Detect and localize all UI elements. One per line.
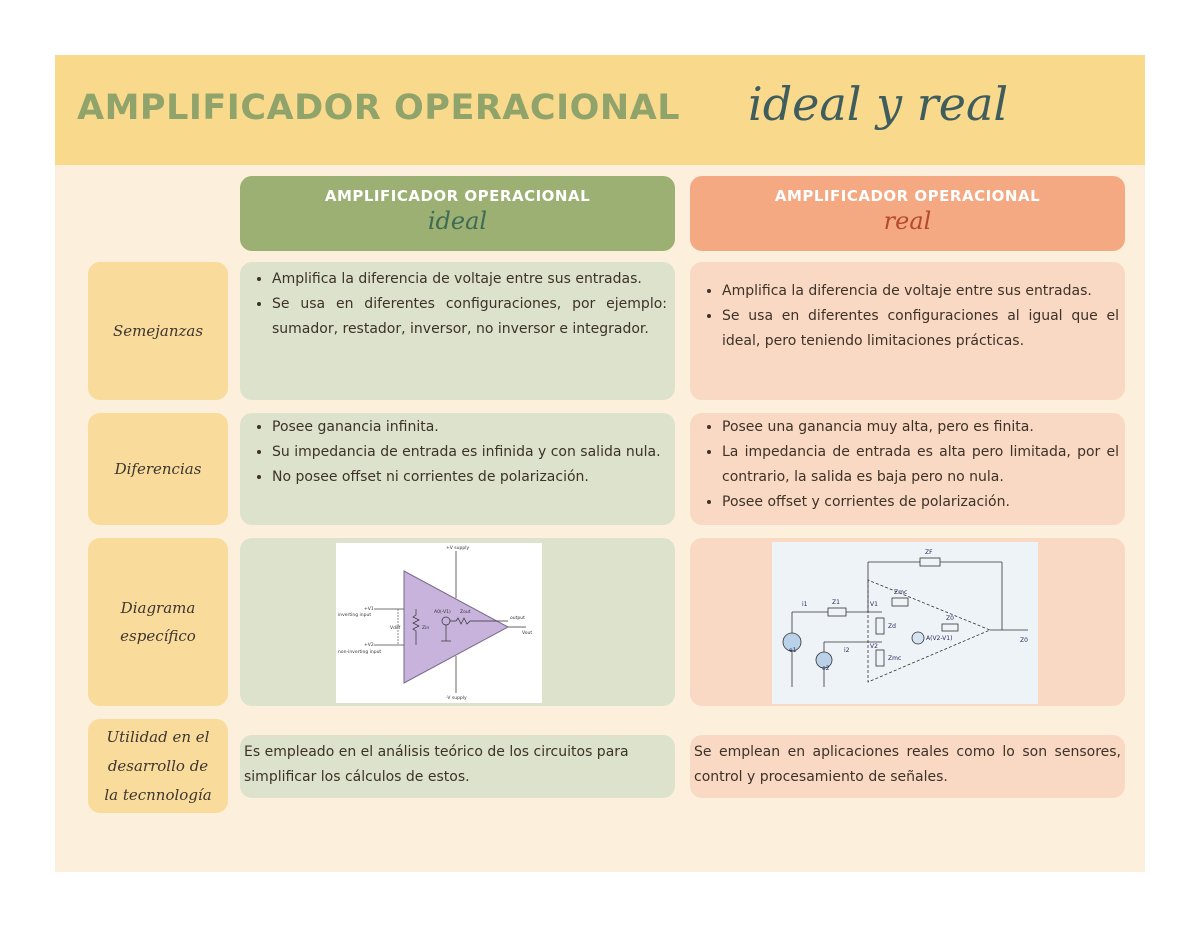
label-i1: i1 xyxy=(802,601,808,608)
infographic-sheet xyxy=(55,55,1145,872)
row-label-utilidad xyxy=(88,719,228,813)
cell-diagrama-real xyxy=(690,538,1125,706)
real-opamp-diagram xyxy=(772,542,1038,704)
list-item: • Posee una ganancia muy alta, pero es finita. xyxy=(722,415,1119,440)
label-vdiff: Vdiff xyxy=(390,626,401,631)
column-header-ideal-top: AMPLIFICADOR OPERACIONAL xyxy=(324,186,591,205)
row-label-utilidad-line1: Utilidad en el xyxy=(106,727,210,746)
row-label-utilidad-line3: la tecnnología xyxy=(104,785,212,804)
column-header-real-top: AMPLIFICADOR OPERACIONAL xyxy=(774,186,1041,205)
label-noninverting: non-inverting input xyxy=(338,650,382,655)
page-subtitle: ideal y real xyxy=(748,77,1009,131)
cell-diferencias-ideal xyxy=(240,413,675,525)
label-v2: +V2 xyxy=(364,643,374,648)
row-label-utilidad-line2: desarrollo de xyxy=(107,756,209,775)
list-item: • Su impedancia de entrada es infinida y con salida nula. xyxy=(272,440,667,465)
column-header-real-bottom: real xyxy=(883,206,932,235)
column-header-real xyxy=(690,176,1125,251)
list-item: • Se usa en diferentes configuraciones, por ejemplo: sumador, restador, inversor, no inversor e integrador. xyxy=(272,292,667,342)
label-z1: Z1 xyxy=(832,599,840,606)
list-item: • Posee offset y corrientes de polarización. xyxy=(722,490,1119,515)
label-zmc-1: Zmc xyxy=(894,589,908,596)
list-item: • No posee offset ni corrientes de polarización. xyxy=(272,465,667,490)
cell-semejanzas-ideal xyxy=(240,262,675,400)
ideal-opamp-diagram xyxy=(336,543,542,703)
row-label-semejanzas-text: Semejanzas xyxy=(112,322,204,340)
list-item: • La impedancia de entrada es alta pero limitada, por el contrario, la salida es baja pero no nula. xyxy=(722,440,1119,490)
label-gain-real: A(V2-V1) xyxy=(926,635,953,642)
row-label-diagrama-line2: específico xyxy=(120,627,196,645)
cell-semejanzas-real xyxy=(690,262,1125,400)
label-vplus: +V supply xyxy=(446,546,470,551)
label-gain: A0(-V1) xyxy=(434,610,451,615)
label-zd: Zd xyxy=(888,623,896,630)
label-i2: i2 xyxy=(844,647,850,654)
cell-utilidad-real xyxy=(690,735,1125,798)
column-header-ideal-bottom: ideal xyxy=(427,206,488,235)
row-label-diagrama xyxy=(88,538,228,706)
page-title: AMPLIFICADOR OPERACIONAL xyxy=(77,88,681,128)
cell-diagrama-ideal xyxy=(240,538,675,706)
label-v2-node: V2 xyxy=(870,643,878,650)
label-e2: e2 xyxy=(822,665,830,672)
label-zmc-2: Zmc xyxy=(888,655,902,662)
label-e1: e1 xyxy=(789,647,797,654)
label-v1: +V1 xyxy=(364,607,374,612)
label-zin: Zin xyxy=(422,626,430,631)
column-header-ideal xyxy=(240,176,675,251)
label-inverting: inverting input xyxy=(338,613,372,618)
cell-utilidad-ideal xyxy=(240,735,675,798)
label-z0: Z0 xyxy=(946,615,954,622)
title-banner xyxy=(55,55,1145,165)
label-zo-out: Z0 xyxy=(1020,637,1028,644)
label-v1-node: V1 xyxy=(870,601,878,608)
label-vout: Vout xyxy=(522,631,533,636)
label-vminus: -V supply xyxy=(446,696,467,701)
label-zf: ZF xyxy=(925,549,933,556)
list-item: • Se usa en diferentes configuraciones al igual que el ideal, pero teniendo limitaciones prácticas. xyxy=(722,304,1119,354)
row-label-semejanzas xyxy=(88,262,228,400)
list-item: • Posee ganancia infinita. xyxy=(272,415,667,440)
label-output: output xyxy=(510,616,525,621)
cell-diferencias-real xyxy=(690,413,1125,525)
row-label-diferencias xyxy=(88,413,228,525)
list-item: • Amplifica la diferencia de voltaje entre sus entradas. xyxy=(722,279,1119,304)
row-label-diferencias-text: Diferencias xyxy=(114,460,202,478)
label-zout: Zout xyxy=(460,610,471,615)
row-label-diagrama-line1: Diagrama xyxy=(120,599,196,617)
utilidad-real-text: Se emplean en aplicaciones reales como lo son sensores, control y procesamiento de señales. xyxy=(694,744,1121,785)
list-item: • Amplifica la diferencia de voltaje entre sus entradas. xyxy=(272,267,667,292)
utilidad-ideal-text: Es empleado en el análisis teórico de los circuitos para simplificar los cálculos de estos. xyxy=(244,744,629,785)
